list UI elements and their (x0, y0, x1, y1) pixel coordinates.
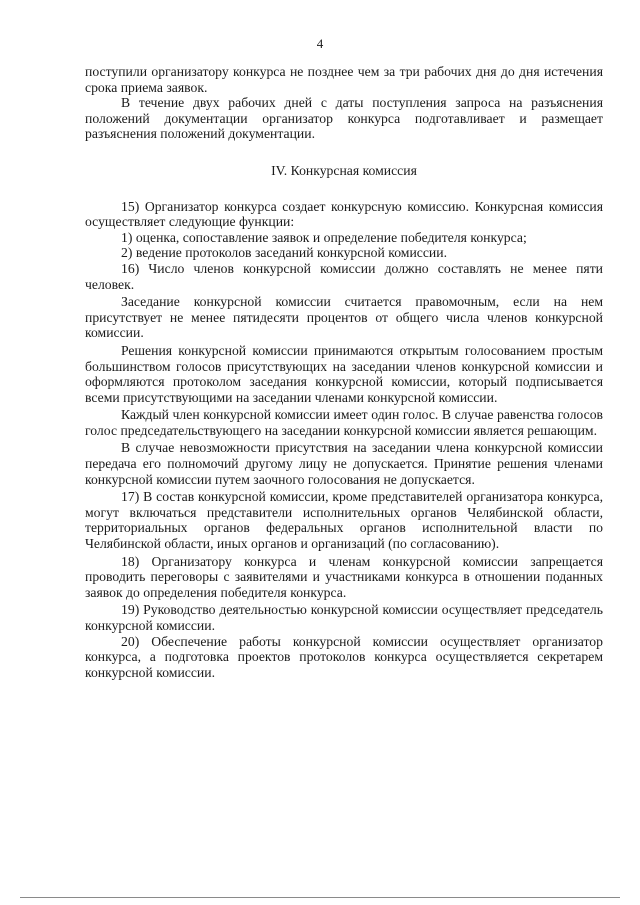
document-body (85, 64, 603, 680)
paragraph-decisions: Решения конкурсной комиссии принимаются открытым голосованием простым большинством голосов присутствующих на заседании членов конкурсной комиссии и оформляются протоколом заседания конкурсной комиссии, который подписывается всеми присутствующими на заседании членами конкурсной комиссии. (85, 342, 603, 405)
page-number: 4 (316, 36, 324, 51)
paragraph-continuation: поступили организатору конкурса не позднее чем за три рабочих дня до дня истечения срока приема заявок. (85, 64, 603, 95)
paragraph-quorum: Заседание конкурсной комиссии считается правомочным, если на нем присутствует не менее пятидесяти процентов от общего числа членов конкурсной комиссии. (85, 294, 603, 341)
paragraph-20: 20) Обеспечение работы конкурсной комиссии осуществляет организатор конкурса, а подготовка проектов протоколов конкурса осуществляется секретарем конкурсной комиссии. (85, 633, 603, 680)
paragraph-absence: В случае невозможности присутствия на заседании члена конкурсной комиссии передача его полномочий другому лицу не допускается. Принятие решения членами конкурсной комиссии путем заочного голосования не допускается. (85, 440, 603, 487)
paragraph-17: 17) В состав конкурсной комиссии, кроме представителей организатора конкурса, могут включаться представители исполнительных органов Челябинской области, территориальных органов федеральных органов исполнительной власти по Челябинской области, иных органов и организаций (по согласованию). (85, 489, 603, 552)
paragraph-votes: Каждый член конкурсной комиссии имеет один голос. В случае равенства голосов голос председательствующего на заседании конкурсной комиссии является решающим. (85, 407, 603, 438)
paragraph-clarifications: В течение двух рабочих дней с даты поступления запроса на разъяснения положений документации организатор конкурса подготавливает и размещает разъяснения положений документации. (85, 95, 603, 142)
scan-bottom-edge (20, 897, 620, 898)
paragraph-15: 15) Организатор конкурса создает конкурсную комиссию. Конкурсная комиссия осуществляет следующие функции: (85, 198, 603, 230)
paragraph-16: 16) Число членов конкурсной комиссии должно составлять не менее пяти человек. (85, 260, 603, 292)
list-item-1: 1) оценка, сопоставление заявок и определение победителя конкурса; (121, 229, 527, 245)
paragraph-19: 19) Руководство деятельностью конкурсной комиссии осуществляет председатель конкурсной комиссии. (85, 602, 603, 633)
section-heading: IV. Конкурсная комиссия (271, 162, 417, 178)
paragraph-18: 18) Организатору конкурса и членам конкурсной комиссии запрещается проводить переговоры с заявителями и участниками конкурса в отношении поданных заявок до определения победителя конкурса. (85, 553, 603, 600)
list-item-2: 2) ведение протоколов заседаний конкурсной комиссии. (121, 245, 447, 261)
